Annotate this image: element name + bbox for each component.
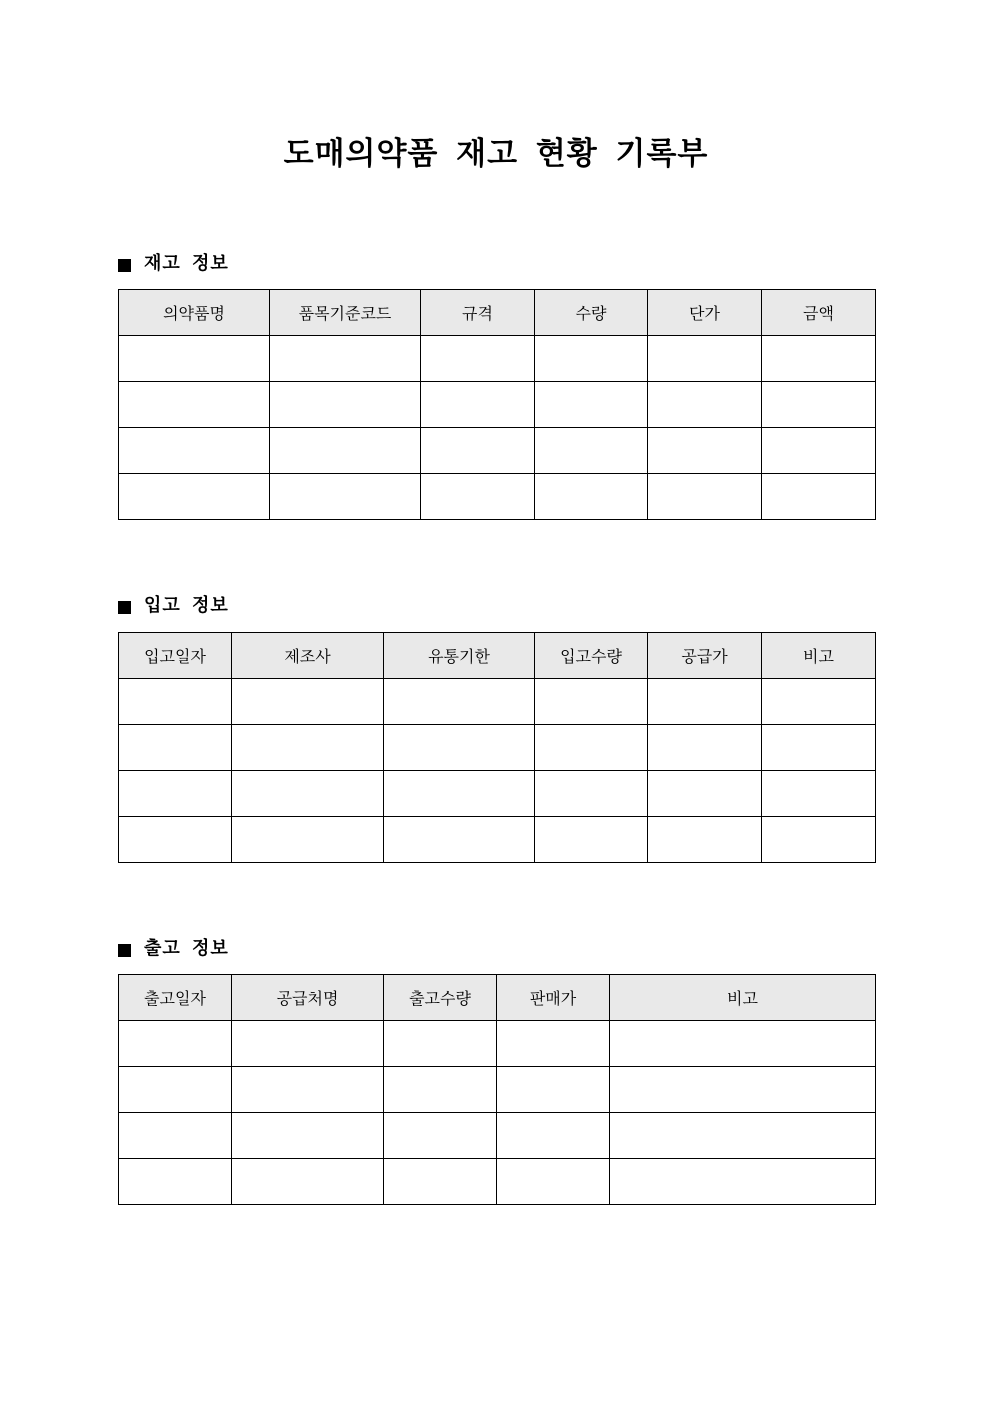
column-header: 입고일자 — [119, 633, 232, 679]
column-header: 입고수량 — [535, 633, 648, 679]
table-cell[interactable] — [762, 771, 876, 817]
table-row — [119, 336, 876, 382]
document-title: 도매의약품 재고 현황 기록부 — [283, 136, 709, 172]
table-cell[interactable] — [119, 336, 270, 382]
column-header: 수량 — [535, 290, 648, 336]
table-cell[interactable] — [421, 474, 535, 520]
table-cell[interactable] — [232, 679, 384, 725]
table-cell[interactable] — [384, 1021, 497, 1067]
table-cell[interactable] — [497, 1159, 610, 1205]
table-cell[interactable] — [232, 725, 384, 771]
table-cell[interactable] — [270, 428, 421, 474]
table-cell[interactable] — [384, 771, 535, 817]
column-header: 공급가 — [648, 633, 762, 679]
table-cell[interactable] — [119, 1021, 232, 1067]
column-header: 단가 — [648, 290, 762, 336]
table-cell[interactable] — [270, 336, 421, 382]
table-row — [119, 817, 876, 863]
table-cell[interactable] — [119, 679, 232, 725]
table-cell[interactable] — [232, 1113, 384, 1159]
table-cell[interactable] — [762, 474, 876, 520]
square-bullet-icon — [118, 601, 131, 614]
table-cell[interactable] — [119, 428, 270, 474]
table-cell[interactable] — [119, 771, 232, 817]
table-cell[interactable] — [119, 725, 232, 771]
table-cell[interactable] — [119, 1159, 232, 1205]
table-cell[interactable] — [610, 1067, 876, 1113]
table-cell[interactable] — [762, 817, 876, 863]
table-cell[interactable] — [270, 474, 421, 520]
section-heading-text: 입고 정보 — [144, 595, 229, 616]
table-cell[interactable] — [232, 1159, 384, 1205]
receiving-table — [118, 632, 876, 863]
table-cell[interactable] — [119, 474, 270, 520]
table-cell[interactable] — [384, 679, 535, 725]
table-cell[interactable] — [497, 1067, 610, 1113]
column-header: 출고수량 — [384, 975, 497, 1021]
table-row — [119, 725, 876, 771]
table-cell[interactable] — [762, 382, 876, 428]
section-heading-text: 재고 정보 — [144, 253, 229, 274]
table-cell[interactable] — [535, 428, 648, 474]
table-cell[interactable] — [497, 1113, 610, 1159]
table-cell[interactable] — [648, 771, 762, 817]
table-cell[interactable] — [762, 725, 876, 771]
table-cell[interactable] — [535, 771, 648, 817]
table-cell[interactable] — [762, 679, 876, 725]
square-bullet-icon — [118, 944, 131, 957]
column-header: 공급처명 — [232, 975, 384, 1021]
table-cell[interactable] — [648, 382, 762, 428]
column-header: 금액 — [762, 290, 876, 336]
table-cell[interactable] — [648, 725, 762, 771]
table-row — [119, 382, 876, 428]
table-cell[interactable] — [384, 817, 535, 863]
table-cell[interactable] — [232, 817, 384, 863]
shipping-table — [118, 974, 876, 1205]
table-row — [119, 428, 876, 474]
table-cell[interactable] — [610, 1021, 876, 1067]
table-row — [119, 1159, 876, 1205]
column-header: 비고 — [610, 975, 876, 1021]
table-cell[interactable] — [535, 382, 648, 428]
table-cell[interactable] — [610, 1159, 876, 1205]
column-header: 판매가 — [497, 975, 610, 1021]
table-cell[interactable] — [535, 725, 648, 771]
table-row — [119, 771, 876, 817]
section-heading-text: 출고 정보 — [144, 938, 229, 959]
column-header: 의약품명 — [119, 290, 270, 336]
column-header: 규격 — [421, 290, 535, 336]
square-bullet-icon — [118, 259, 131, 272]
table-cell[interactable] — [421, 382, 535, 428]
table-row — [119, 1113, 876, 1159]
table-cell[interactable] — [384, 1159, 497, 1205]
inventory-table — [118, 289, 876, 520]
table-cell[interactable] — [648, 474, 762, 520]
table-row — [119, 1021, 876, 1067]
table-row — [119, 679, 876, 725]
section-heading-shipping — [118, 936, 229, 962]
table-cell[interactable] — [762, 428, 876, 474]
column-header: 비고 — [762, 633, 876, 679]
table-cell[interactable] — [384, 725, 535, 771]
table-cell[interactable] — [535, 474, 648, 520]
table-cell[interactable] — [610, 1113, 876, 1159]
column-header: 출고일자 — [119, 975, 232, 1021]
table-cell[interactable] — [119, 817, 232, 863]
table-cell[interactable] — [119, 1113, 232, 1159]
table-cell[interactable] — [232, 1067, 384, 1113]
table-row — [119, 474, 876, 520]
table-cell[interactable] — [535, 336, 648, 382]
section-heading-receiving — [118, 593, 229, 619]
column-header: 유통기한 — [384, 633, 535, 679]
table-cell[interactable] — [648, 817, 762, 863]
section-heading-inventory — [118, 251, 229, 277]
table-cell[interactable] — [270, 382, 421, 428]
table-cell[interactable] — [497, 1021, 610, 1067]
table-cell[interactable] — [119, 1067, 232, 1113]
column-header: 제조사 — [232, 633, 384, 679]
table-cell[interactable] — [384, 1067, 497, 1113]
table-cell[interactable] — [648, 336, 762, 382]
table-cell[interactable] — [762, 336, 876, 382]
table-cell[interactable] — [384, 1113, 497, 1159]
table-cell[interactable] — [648, 679, 762, 725]
table-cell[interactable] — [535, 679, 648, 725]
column-header: 품목기준코드 — [270, 290, 421, 336]
table-header-row — [119, 633, 876, 679]
table-cell[interactable] — [421, 336, 535, 382]
table-header-row — [119, 290, 876, 336]
table-header-row — [119, 975, 876, 1021]
table-cell[interactable] — [232, 771, 384, 817]
table-cell[interactable] — [648, 428, 762, 474]
table-row — [119, 1067, 876, 1113]
table-cell[interactable] — [421, 428, 535, 474]
table-cell[interactable] — [232, 1021, 384, 1067]
table-cell[interactable] — [535, 817, 648, 863]
table-cell[interactable] — [119, 382, 270, 428]
